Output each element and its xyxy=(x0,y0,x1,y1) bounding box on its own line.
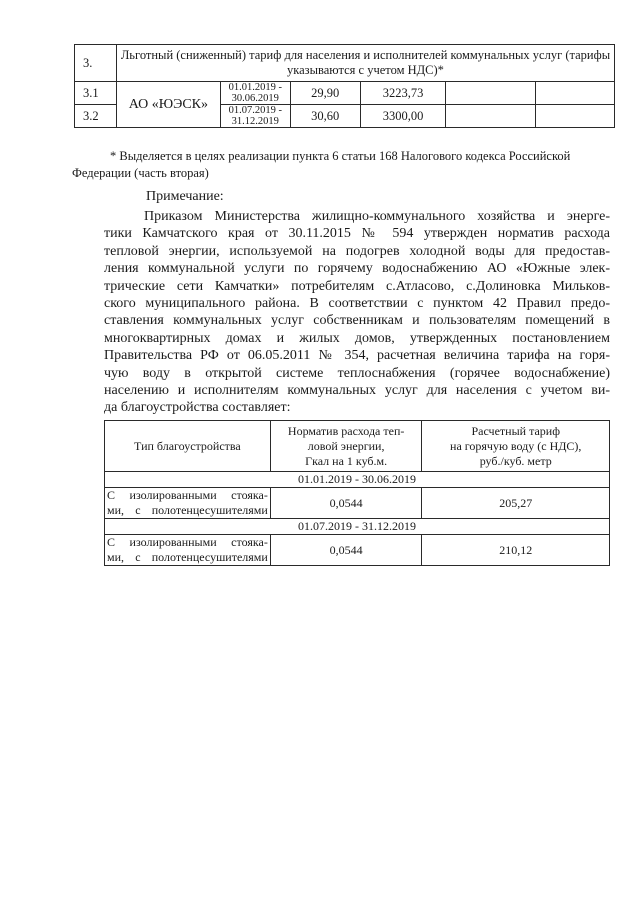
header-tariff-line: руб./куб. метр xyxy=(479,453,552,468)
empty-cell xyxy=(536,82,615,105)
norm-row xyxy=(105,488,610,519)
paragraph-line: населению и исполнителям коммунальных услуг для населения с учетом ви- xyxy=(104,383,610,399)
paragraph-line: Приказом Министерства жилищно-коммунального хозяйства и энерге- xyxy=(144,209,610,224)
tariff-value-2: 3300,00 xyxy=(360,105,446,128)
section-number: 3. xyxy=(75,45,117,82)
type-line: С изолированными стояка- xyxy=(107,488,268,502)
header-norm-line: Гкал на 1 куб.м. xyxy=(305,453,388,468)
tariff-section-row xyxy=(75,45,615,82)
type-line: ми, с полотенцесушителями xyxy=(107,503,268,517)
tariff-value-1: 30,60 xyxy=(290,105,360,128)
paragraph-line: ления коммунальной услуги по горячему водоснабжению АО «Южные элек- xyxy=(104,261,610,277)
header-type: Тип благоустройства xyxy=(105,421,271,472)
norm-row xyxy=(105,535,610,566)
note-title: Примечание: xyxy=(146,189,224,204)
paragraph-line: чую воду в открытой системе теплоснабжения (горячее водоснабжение) xyxy=(104,365,610,381)
empty-cell xyxy=(446,82,536,105)
footnote-line-2: Федерации (часть вторая) xyxy=(72,166,209,180)
tariff-value: 210,12 xyxy=(422,535,610,566)
period-row xyxy=(105,472,610,488)
paragraph-line: ставления коммунальных услуг собственникам и пользователям помещений в xyxy=(104,313,610,329)
row-number: 3.1 xyxy=(75,82,117,105)
type-cell xyxy=(105,535,271,566)
norm-table xyxy=(104,420,610,566)
header-tariff xyxy=(422,421,610,472)
paragraph-line: трические сети Камчатки» потребителям с.Атласово, с.Долиновка Мильков- xyxy=(104,278,610,294)
type-line: ми, с полотенцесушителями xyxy=(107,550,268,564)
paragraph-line: тики Камчатского края от 30.11.2015 № 594 утвержден норматив расхода xyxy=(104,226,610,242)
header-tariff-line: Расчетный тариф xyxy=(471,423,560,438)
norm-value: 0,0544 xyxy=(270,488,422,519)
norm-table-header xyxy=(105,421,610,472)
header-tariff-line: на горячую воду (с НДС), xyxy=(450,438,582,453)
empty-cell xyxy=(536,105,615,128)
period-label: 01.01.2019 - 30.06.2019 xyxy=(105,472,610,488)
paragraph-line: Правительства РФ от 06.05.2011 № 354, расчетная величина тарифа на горя- xyxy=(104,348,610,364)
paragraph-line: да благоустройства составляет: xyxy=(104,400,291,416)
header-norm xyxy=(270,421,422,472)
footnote xyxy=(72,148,630,182)
section-title: Льготный (сниженный) тариф для населения и исполнителей коммунальных услуг (тарифы указываются с учетом НДС)* xyxy=(116,45,614,82)
organization-name: АО «ЮЭСК» xyxy=(116,82,220,128)
period-label: 01.07.2019 - 31.12.2019 xyxy=(105,519,610,535)
note-paragraph xyxy=(104,208,610,417)
period-cell: 01.07.2019 - 31.12.2019 xyxy=(220,105,290,128)
norm-value: 0,0544 xyxy=(270,535,422,566)
tariff-value-2: 3223,73 xyxy=(360,82,446,105)
tariff-value: 205,27 xyxy=(422,488,610,519)
paragraph-line: тепловой энергии, используемой на подогрев холодной воды для предостав- xyxy=(104,243,610,259)
footnote-line-1: * Выделяется в целях реализации пункта 6 статьи 168 Налогового кодекса Российской xyxy=(110,149,571,163)
period-row xyxy=(105,519,610,535)
paragraph-line: многоквартирных домах и жилых домов, утвержденных постановлением xyxy=(104,330,610,346)
tariff-row xyxy=(75,82,615,105)
type-cell xyxy=(105,488,271,519)
paragraph-line: ского муниципального района. В соответствии с пунктом 42 Правил предо- xyxy=(104,296,610,312)
tariff-table xyxy=(74,44,615,128)
tariff-value-1: 29,90 xyxy=(290,82,360,105)
header-norm-line: Норматив расхода теп- xyxy=(287,423,405,438)
row-number: 3.2 xyxy=(75,105,117,128)
header-norm-line: ловой энергии, xyxy=(307,438,385,453)
type-line: С изолированными стояка- xyxy=(107,535,268,549)
empty-cell xyxy=(446,105,536,128)
period-cell: 01.01.2019 - 30.06.2019 xyxy=(220,82,290,105)
